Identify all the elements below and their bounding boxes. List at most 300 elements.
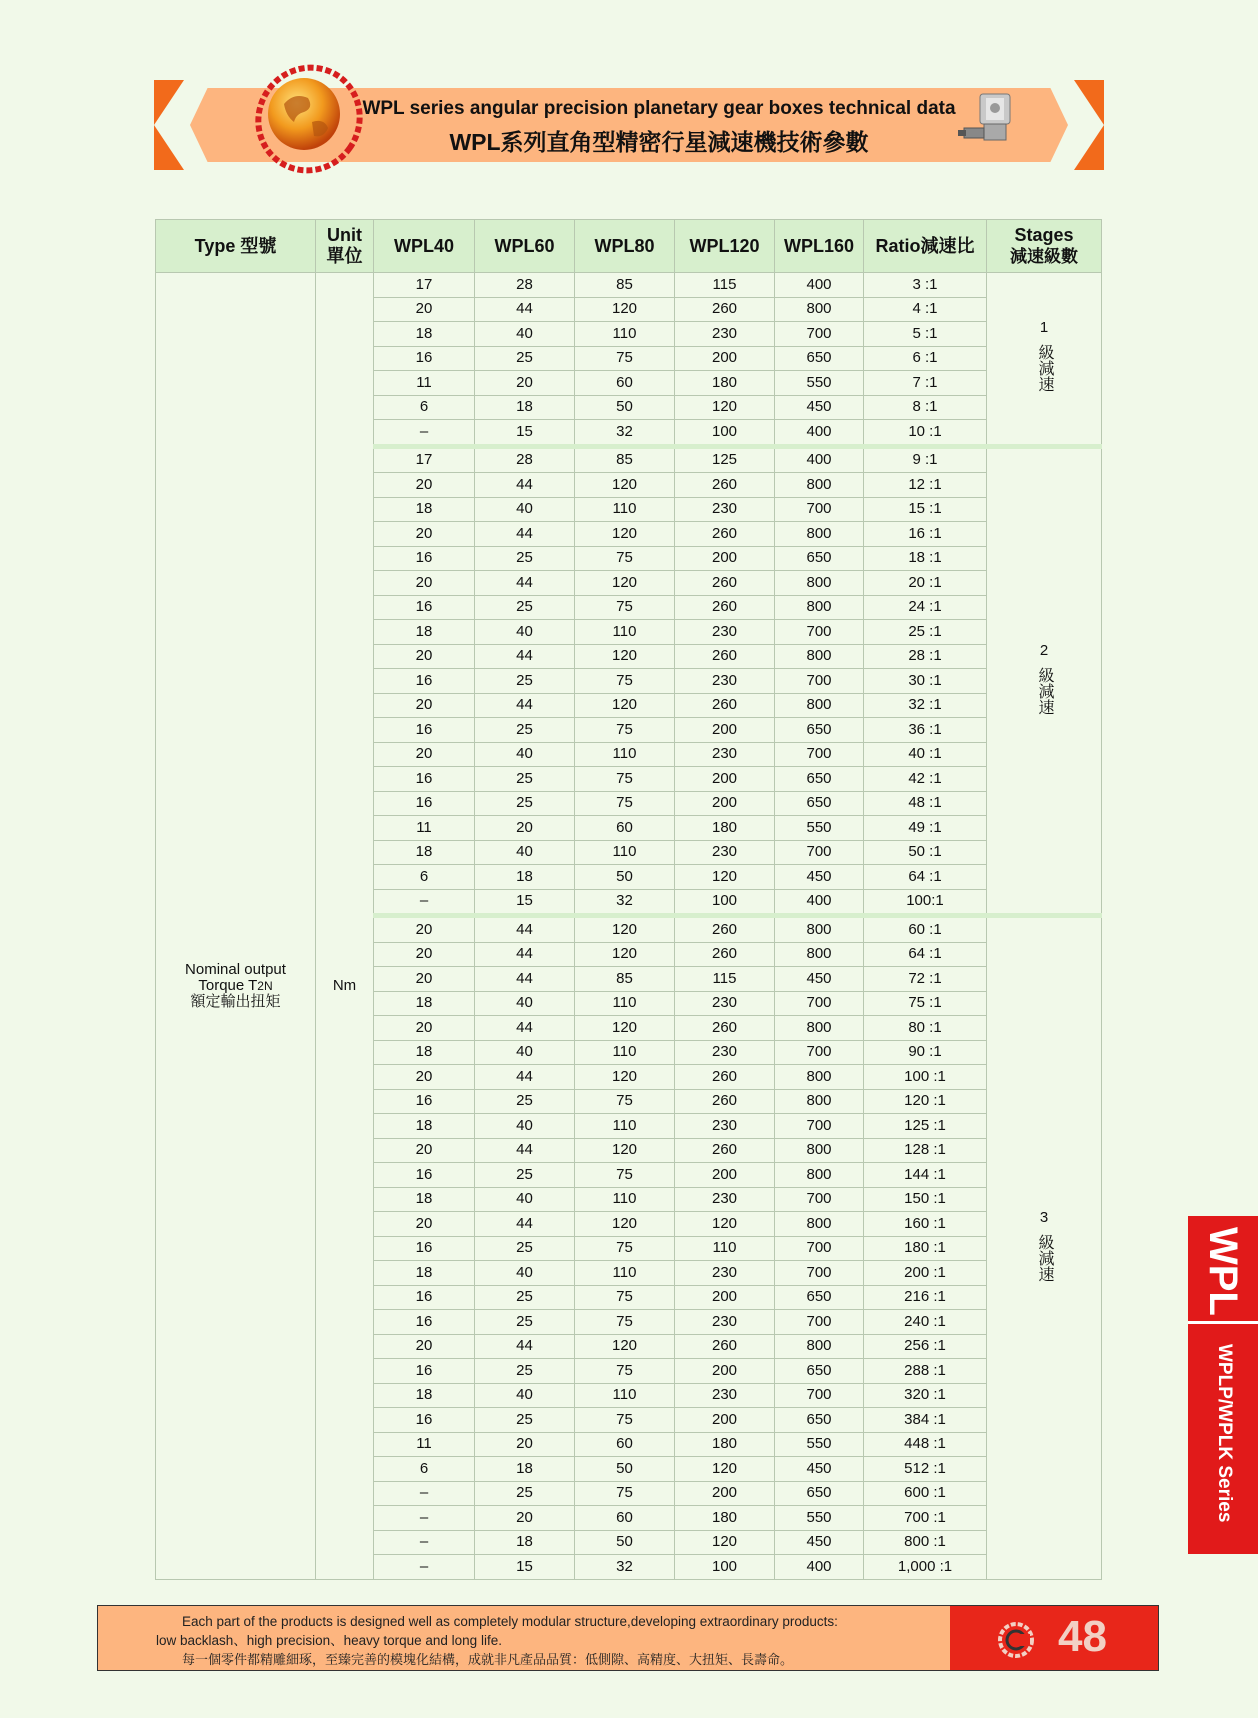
torque-cell: 16 [374,546,475,571]
torque-cell: 260 [675,916,775,943]
torque-cell: 400 [775,420,864,447]
torque-cell: 20 [475,816,575,841]
torque-cell: 700 [775,669,864,694]
torque-cell: 700 [775,1187,864,1212]
footer-line-2: low backlash、high precision、heavy torque and long life. [156,1633,502,1648]
stage-number: 2 [1039,641,1049,659]
torque-cell: 40 [475,1187,575,1212]
torque-cell: 16 [374,767,475,792]
torque-cell: 120 [675,1530,775,1555]
torque-cell: 200 [675,1163,775,1188]
torque-cell: 20 [374,916,475,943]
torque-cell: 230 [675,322,775,347]
torque-cell: 700 [775,1040,864,1065]
torque-cell: 16 [374,669,475,694]
torque-cell: 25 [475,1310,575,1335]
torque-cell: 44 [475,644,575,669]
torque-cell: 700 [775,497,864,522]
torque-cell: 200 [675,546,775,571]
torque-cell: 800 [775,1089,864,1114]
torque-cell: 120 [575,473,675,498]
torque-cell: 110 [575,497,675,522]
torque-cell: 110 [575,840,675,865]
torque-cell: 25 [475,1359,575,1384]
banner-title-en: WPL series angular precision planetary gear boxes technical data [362,98,956,119]
torque-cell: 17 [374,273,475,298]
ratio-cell: 512 :1 [864,1457,987,1482]
torque-cell: 25 [475,1236,575,1261]
torque-cell: 44 [475,942,575,967]
torque-cell: 16 [374,1310,475,1335]
torque-cell: 230 [675,1261,775,1286]
torque-cell: 650 [775,346,864,371]
torque-cell: 44 [475,297,575,322]
type-label-line3: 額定輸出扭矩 [190,992,281,1010]
torque-cell: 20 [374,1212,475,1237]
torque-cell: 260 [675,595,775,620]
footer-line-3: 每一個零件都精雕細琢，至臻完善的模塊化結構，成就非凡產品品質：低側隙、高精度、大扭矩、長壽命。 [182,1652,794,1667]
ratio-cell: 36 :1 [864,718,987,743]
ratio-cell: 1,000 :1 [864,1555,987,1580]
torque-cell: 11 [374,816,475,841]
torque-cell: 50 [575,865,675,890]
torque-cell: 25 [475,669,575,694]
torque-cell: 550 [775,371,864,396]
torque-cell: 75 [575,546,675,571]
ratio-cell: 15 :1 [864,497,987,522]
torque-cell: 260 [675,1334,775,1359]
torque-cell: 75 [575,1285,675,1310]
series-side-tab [1188,1216,1258,1554]
ratio-cell: 10 :1 [864,420,987,447]
ratio-cell: 240 :1 [864,1310,987,1335]
header-wpl40: WPL40 [374,220,475,273]
stage-number: 1 [1039,319,1049,337]
torque-cell: 260 [675,1089,775,1114]
torque-cell: 75 [575,1163,675,1188]
header-stages-en: Stages [1014,225,1074,245]
torque-cell: 32 [575,1555,675,1580]
ratio-cell: 256 :1 [864,1334,987,1359]
torque-cell: 18 [374,1187,475,1212]
torque-cell: 16 [374,1285,475,1310]
torque-cell: 75 [575,1089,675,1114]
ratio-cell: 40 :1 [864,742,987,767]
torque-cell: 115 [675,273,775,298]
torque-cell: 60 [575,1432,675,1457]
torque-cell: 50 [575,1457,675,1482]
torque-cell: 75 [575,791,675,816]
torque-cell: 25 [475,1285,575,1310]
torque-cell: 120 [575,1212,675,1237]
torque-cell: 700 [775,840,864,865]
ratio-cell: 4 :1 [864,297,987,322]
type-label-cell [156,273,316,1580]
ratio-cell: 28 :1 [864,644,987,669]
torque-cell: 18 [475,1457,575,1482]
torque-cell: 230 [675,840,775,865]
torque-cell: 120 [575,522,675,547]
stage-number: 3 [1039,1209,1049,1227]
header-wpl80: WPL80 [575,220,675,273]
torque-cell: 110 [575,991,675,1016]
torque-cell: 700 [775,1383,864,1408]
torque-cell: 650 [775,1481,864,1506]
footer-text [98,1612,958,1669]
torque-cell: 75 [575,1408,675,1433]
torque-cell: 800 [775,1334,864,1359]
table-header-row [156,220,1102,273]
torque-cell: 75 [575,1310,675,1335]
torque-cell: 18 [374,1040,475,1065]
ratio-cell: 6 :1 [864,346,987,371]
torque-cell: 85 [575,273,675,298]
torque-cell: 15 [475,420,575,447]
banner-title-cn: WPL系列直角型精密行星減速機技術參數 [449,129,869,155]
torque-cell: 18 [374,840,475,865]
torque-cell: 85 [575,446,675,473]
torque-cell: 260 [675,1138,775,1163]
torque-cell: 44 [475,1138,575,1163]
ratio-cell: 384 :1 [864,1408,987,1433]
torque-cell: 230 [675,497,775,522]
torque-cell: 20 [374,1065,475,1090]
torque-cell: 18 [374,497,475,522]
ratio-cell: 72 :1 [864,967,987,992]
torque-cell: 650 [775,546,864,571]
type-label-line1: Nominal output [185,960,286,978]
ratio-cell: 32 :1 [864,693,987,718]
page-number: 48 [1058,1612,1107,1661]
torque-cell: 40 [475,497,575,522]
ratio-cell: 150 :1 [864,1187,987,1212]
torque-cell: 18 [374,991,475,1016]
torque-cell: 700 [775,1236,864,1261]
ratio-cell: 8 :1 [864,395,987,420]
torque-cell: 260 [675,473,775,498]
torque-cell: 20 [374,942,475,967]
torque-cell: 120 [575,916,675,943]
ratio-cell: 128 :1 [864,1138,987,1163]
torque-cell: 200 [675,1285,775,1310]
torque-cell: 400 [775,446,864,473]
torque-cell: 75 [575,1359,675,1384]
torque-cell: 120 [575,1016,675,1041]
header-unit-en: Unit [327,225,362,245]
ratio-cell: 600 :1 [864,1481,987,1506]
torque-cell: 75 [575,346,675,371]
torque-cell: 800 [775,693,864,718]
torque-cell: 18 [374,620,475,645]
ratio-cell: 100 :1 [864,1065,987,1090]
torque-cell: 25 [475,718,575,743]
torque-cell: 25 [475,1481,575,1506]
torque-cell: 44 [475,1016,575,1041]
header-wpl60: WPL60 [475,220,575,273]
ratio-cell: 180 :1 [864,1236,987,1261]
torque-cell: 550 [775,1506,864,1531]
torque-cell: 200 [675,791,775,816]
torque-cell: 115 [675,967,775,992]
torque-cell: 110 [575,742,675,767]
torque-cell: 40 [475,620,575,645]
torque-cell: 700 [775,1310,864,1335]
torque-cell: 60 [575,371,675,396]
torque-cell: 18 [475,395,575,420]
torque-cell: 650 [775,1408,864,1433]
torque-cell: 650 [775,1359,864,1384]
torque-cell: 800 [775,1212,864,1237]
torque-cell: 44 [475,1334,575,1359]
torque-cell: 400 [775,273,864,298]
torque-cell: 800 [775,522,864,547]
ratio-cell: 42 :1 [864,767,987,792]
side-tab-brand-box [1188,1216,1258,1324]
torque-cell: 450 [775,967,864,992]
torque-cell: 20 [374,473,475,498]
torque-cell: 800 [775,571,864,596]
ratio-cell: 64 :1 [864,865,987,890]
torque-cell: 44 [475,916,575,943]
torque-cell: 110 [575,1114,675,1139]
torque-cell: 16 [374,1408,475,1433]
torque-cell: 60 [575,816,675,841]
torque-cell: 20 [374,742,475,767]
torque-cell: 40 [475,840,575,865]
torque-cell: 20 [374,693,475,718]
torque-cell: 18 [374,1383,475,1408]
torque-cell: 120 [675,1212,775,1237]
torque-cell: 40 [475,742,575,767]
torque-cell: 110 [575,1383,675,1408]
torque-cell: 20 [374,1334,475,1359]
torque-cell: 260 [675,693,775,718]
torque-cell: 260 [675,644,775,669]
torque-cell: 16 [374,791,475,816]
torque-cell: 20 [475,371,575,396]
torque-cell: 650 [775,791,864,816]
torque-cell: 44 [475,1212,575,1237]
torque-cell: – [374,1481,475,1506]
table-body [156,273,1102,1580]
ratio-cell: 80 :1 [864,1016,987,1041]
torque-cell: 75 [575,669,675,694]
gearbox-product-icon [956,90,1026,156]
ratio-cell: 320 :1 [864,1383,987,1408]
torque-cell: 700 [775,322,864,347]
torque-cell: 700 [775,1114,864,1139]
torque-cell: 230 [675,1310,775,1335]
torque-cell: 260 [675,1016,775,1041]
torque-cell: 44 [475,522,575,547]
ratio-cell: 5 :1 [864,322,987,347]
torque-cell: 44 [475,571,575,596]
torque-cell: 260 [675,297,775,322]
header-stages-cn: 減速級數 [1010,247,1078,266]
ratio-cell: 160 :1 [864,1212,987,1237]
torque-cell: 17 [374,446,475,473]
torque-cell: 110 [575,1040,675,1065]
torque-cell: 550 [775,1432,864,1457]
torque-cell: 6 [374,865,475,890]
torque-cell: 180 [675,1506,775,1531]
torque-cell: 110 [575,620,675,645]
stage-label: 級減速 [1036,1234,1053,1283]
torque-cell: 200 [675,767,775,792]
torque-cell: 110 [575,1261,675,1286]
header-wpl120: WPL120 [675,220,775,273]
torque-cell: 700 [775,991,864,1016]
unit-cell: Nm [316,273,374,1580]
torque-cell: – [374,420,475,447]
torque-cell: 25 [475,346,575,371]
torque-cell: 650 [775,767,864,792]
ratio-cell: 9 :1 [864,446,987,473]
ratio-cell: 64 :1 [864,942,987,967]
torque-cell: 200 [675,718,775,743]
ratio-cell: 20 :1 [864,571,987,596]
torque-cell: 100 [675,889,775,916]
torque-cell: 450 [775,1530,864,1555]
torque-cell: 120 [575,1065,675,1090]
ratio-cell: 18 :1 [864,546,987,571]
ratio-cell: 120 :1 [864,1089,987,1114]
torque-cell: 44 [475,473,575,498]
torque-cell: 16 [374,1359,475,1384]
torque-cell: 800 [775,1163,864,1188]
stage-label: 級減速 [1036,666,1053,715]
side-tab-series: WPLP/WPLK Series [1214,1344,1235,1523]
ratio-cell: 48 :1 [864,791,987,816]
torque-cell: 120 [575,644,675,669]
torque-cell: – [374,1506,475,1531]
torque-cell: 120 [675,865,775,890]
torque-cell: 18 [374,1114,475,1139]
header-unit [316,220,374,273]
torque-cell: 180 [675,816,775,841]
ratio-cell: 60 :1 [864,916,987,943]
torque-cell: 18 [374,322,475,347]
torque-cell: 16 [374,1236,475,1261]
torque-cell: 50 [575,395,675,420]
torque-cell: – [374,1530,475,1555]
torque-cell: 40 [475,1040,575,1065]
torque-cell: 230 [675,1040,775,1065]
ratio-cell: 49 :1 [864,816,987,841]
torque-cell: 25 [475,767,575,792]
ratio-cell: 3 :1 [864,273,987,298]
ratio-cell: 144 :1 [864,1163,987,1188]
torque-cell: 260 [675,522,775,547]
torque-cell: 800 [775,595,864,620]
ratio-cell: 30 :1 [864,669,987,694]
gear-logo-icon [996,1620,1036,1660]
torque-cell: 40 [475,1114,575,1139]
table-row [156,273,1102,298]
torque-cell: 25 [475,1163,575,1188]
torque-cell: – [374,1555,475,1580]
torque-cell: 800 [775,1016,864,1041]
torque-cell: 20 [374,967,475,992]
type-label-line2 [156,978,315,994]
ratio-cell: 448 :1 [864,1432,987,1457]
torque-cell: 400 [775,889,864,916]
torque-cell: 125 [675,446,775,473]
ratio-cell: 125 :1 [864,1114,987,1139]
ratio-cell: 288 :1 [864,1359,987,1384]
header-stages [987,220,1102,273]
torque-cell: 75 [575,595,675,620]
ratio-cell: 12 :1 [864,473,987,498]
torque-cell: 260 [675,942,775,967]
torque-cell: 450 [775,865,864,890]
ratio-cell: 16 :1 [864,522,987,547]
ratio-cell: 75 :1 [864,991,987,1016]
type-label-subscript: 2N [257,978,273,993]
torque-cell: 11 [374,371,475,396]
torque-cell: 44 [475,1065,575,1090]
header-banner [154,80,1104,168]
ratio-cell: 25 :1 [864,620,987,645]
torque-cell: 16 [374,346,475,371]
torque-cell: 40 [475,322,575,347]
torque-cell: 230 [675,669,775,694]
torque-cell: 450 [775,1457,864,1482]
torque-cell: 20 [374,1138,475,1163]
torque-cell: 20 [374,522,475,547]
torque-cell: 200 [675,1481,775,1506]
torque-cell: 16 [374,595,475,620]
torque-cell: 120 [575,693,675,718]
torque-cell: 260 [675,571,775,596]
torque-cell: 75 [575,1236,675,1261]
torque-cell: 450 [775,395,864,420]
torque-cell: 15 [475,1555,575,1580]
header-unit-cn: 單位 [326,246,363,266]
torque-cell: 120 [575,571,675,596]
header-type: Type 型號 [156,220,316,273]
torque-cell: 20 [374,644,475,669]
stage-cell [987,273,1102,447]
torque-cell: 20 [374,1016,475,1041]
torque-cell: 40 [475,991,575,1016]
torque-cell: 800 [775,1138,864,1163]
torque-cell: 44 [475,693,575,718]
torque-cell: 40 [475,1261,575,1286]
torque-cell: 120 [575,1334,675,1359]
torque-cell: 120 [575,942,675,967]
torque-cell: 230 [675,620,775,645]
torque-cell: 230 [675,1114,775,1139]
torque-cell: 18 [475,865,575,890]
torque-cell: 180 [675,1432,775,1457]
torque-cell: 100 [675,420,775,447]
torque-cell: 28 [475,446,575,473]
torque-cell: 230 [675,1187,775,1212]
torque-cell: 700 [775,620,864,645]
header-ratio: Ratio減速比 [864,220,987,273]
torque-cell: 700 [775,1261,864,1286]
stage-cell [987,916,1102,1580]
torque-cell: 120 [675,1457,775,1482]
torque-cell: 75 [575,767,675,792]
side-tab-brand: WPL [1201,1226,1245,1316]
torque-cell: 400 [775,1555,864,1580]
torque-cell: 650 [775,718,864,743]
torque-cell: 28 [475,273,575,298]
torque-cell: 18 [475,1530,575,1555]
torque-cell: 120 [575,297,675,322]
